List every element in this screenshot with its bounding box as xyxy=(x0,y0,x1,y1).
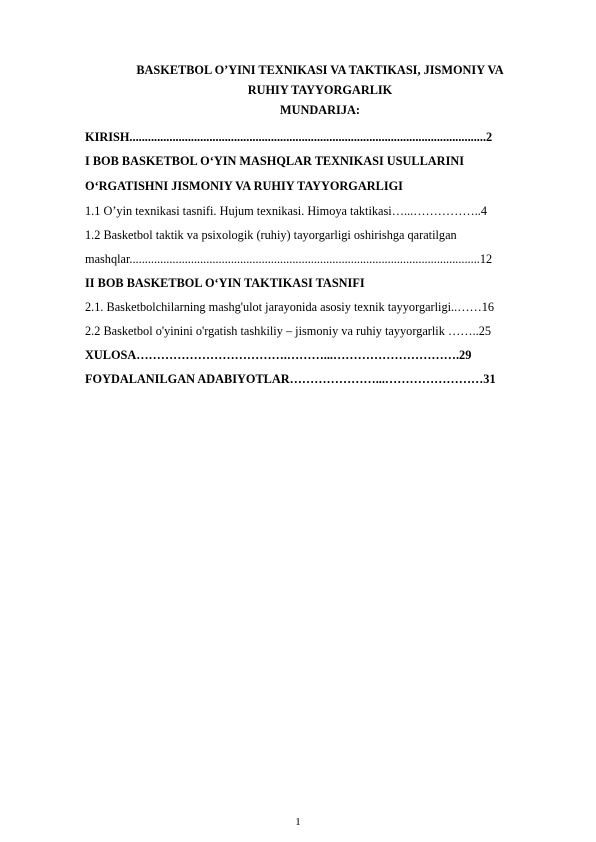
document-title-line-1: BASKETBOL O’YINI TEXNIKASI VA TAKTIKASI, JISMONIY VA xyxy=(136,63,504,77)
toc-entry-adabiyotlar: FOYDALANILGAN ADABIYOTLAR…………………...……………………31 xyxy=(85,372,496,386)
toc-entry-chapter-1-line-2: O‘RGATISHNI JISMONIY VA RUHIY TAYYORGARLIGI xyxy=(85,179,403,193)
toc-entry-2-2: 2.2 Basketbol o'yinini o'rgatish tashkiliy – jismoniy va ruhiy tayyorgarlik ……..25 xyxy=(85,324,491,338)
toc-entry-xulosa: XULOSA……………………………….………...………………………….29 xyxy=(85,348,472,362)
toc-entry-chapter-1-line-1: I BOB BASKETBOL O‘YIN MASHQLAR TEXNIKASI USULLARINI xyxy=(85,154,465,168)
toc-entry-chapter-2: II BOB BASKETBOL O‘YIN TAKTIKASI TASNIFI xyxy=(85,276,365,290)
toc-entry-2-1: 2.1. Basketbolchilarning mashg'ulot jarayonida asosiy texnik tayyorgarligi..……16 xyxy=(85,300,495,314)
toc-entry-1-1: 1.1 O’yin texnikasi tasnifi. Hujum texnikasi. Himoya taktikasi…...……………..4 xyxy=(85,204,487,218)
toc-entry-1-2-line-1: 1.2 Basketbol taktik va psixologik (ruhiy) tayorgarligi oshirishga qaratilgan xyxy=(85,228,457,242)
contents-heading: MUNDARIJA: xyxy=(280,103,360,117)
page-number: 1 xyxy=(295,816,301,828)
toc-entry-kirish: KIRISH....................................................................................................................2 xyxy=(85,130,493,144)
document-title-line-2: RUHIY TAYYORGARLIK xyxy=(247,83,393,97)
toc-entry-1-2-line-2: mashqlar..................................................................................................................12 xyxy=(85,252,493,266)
